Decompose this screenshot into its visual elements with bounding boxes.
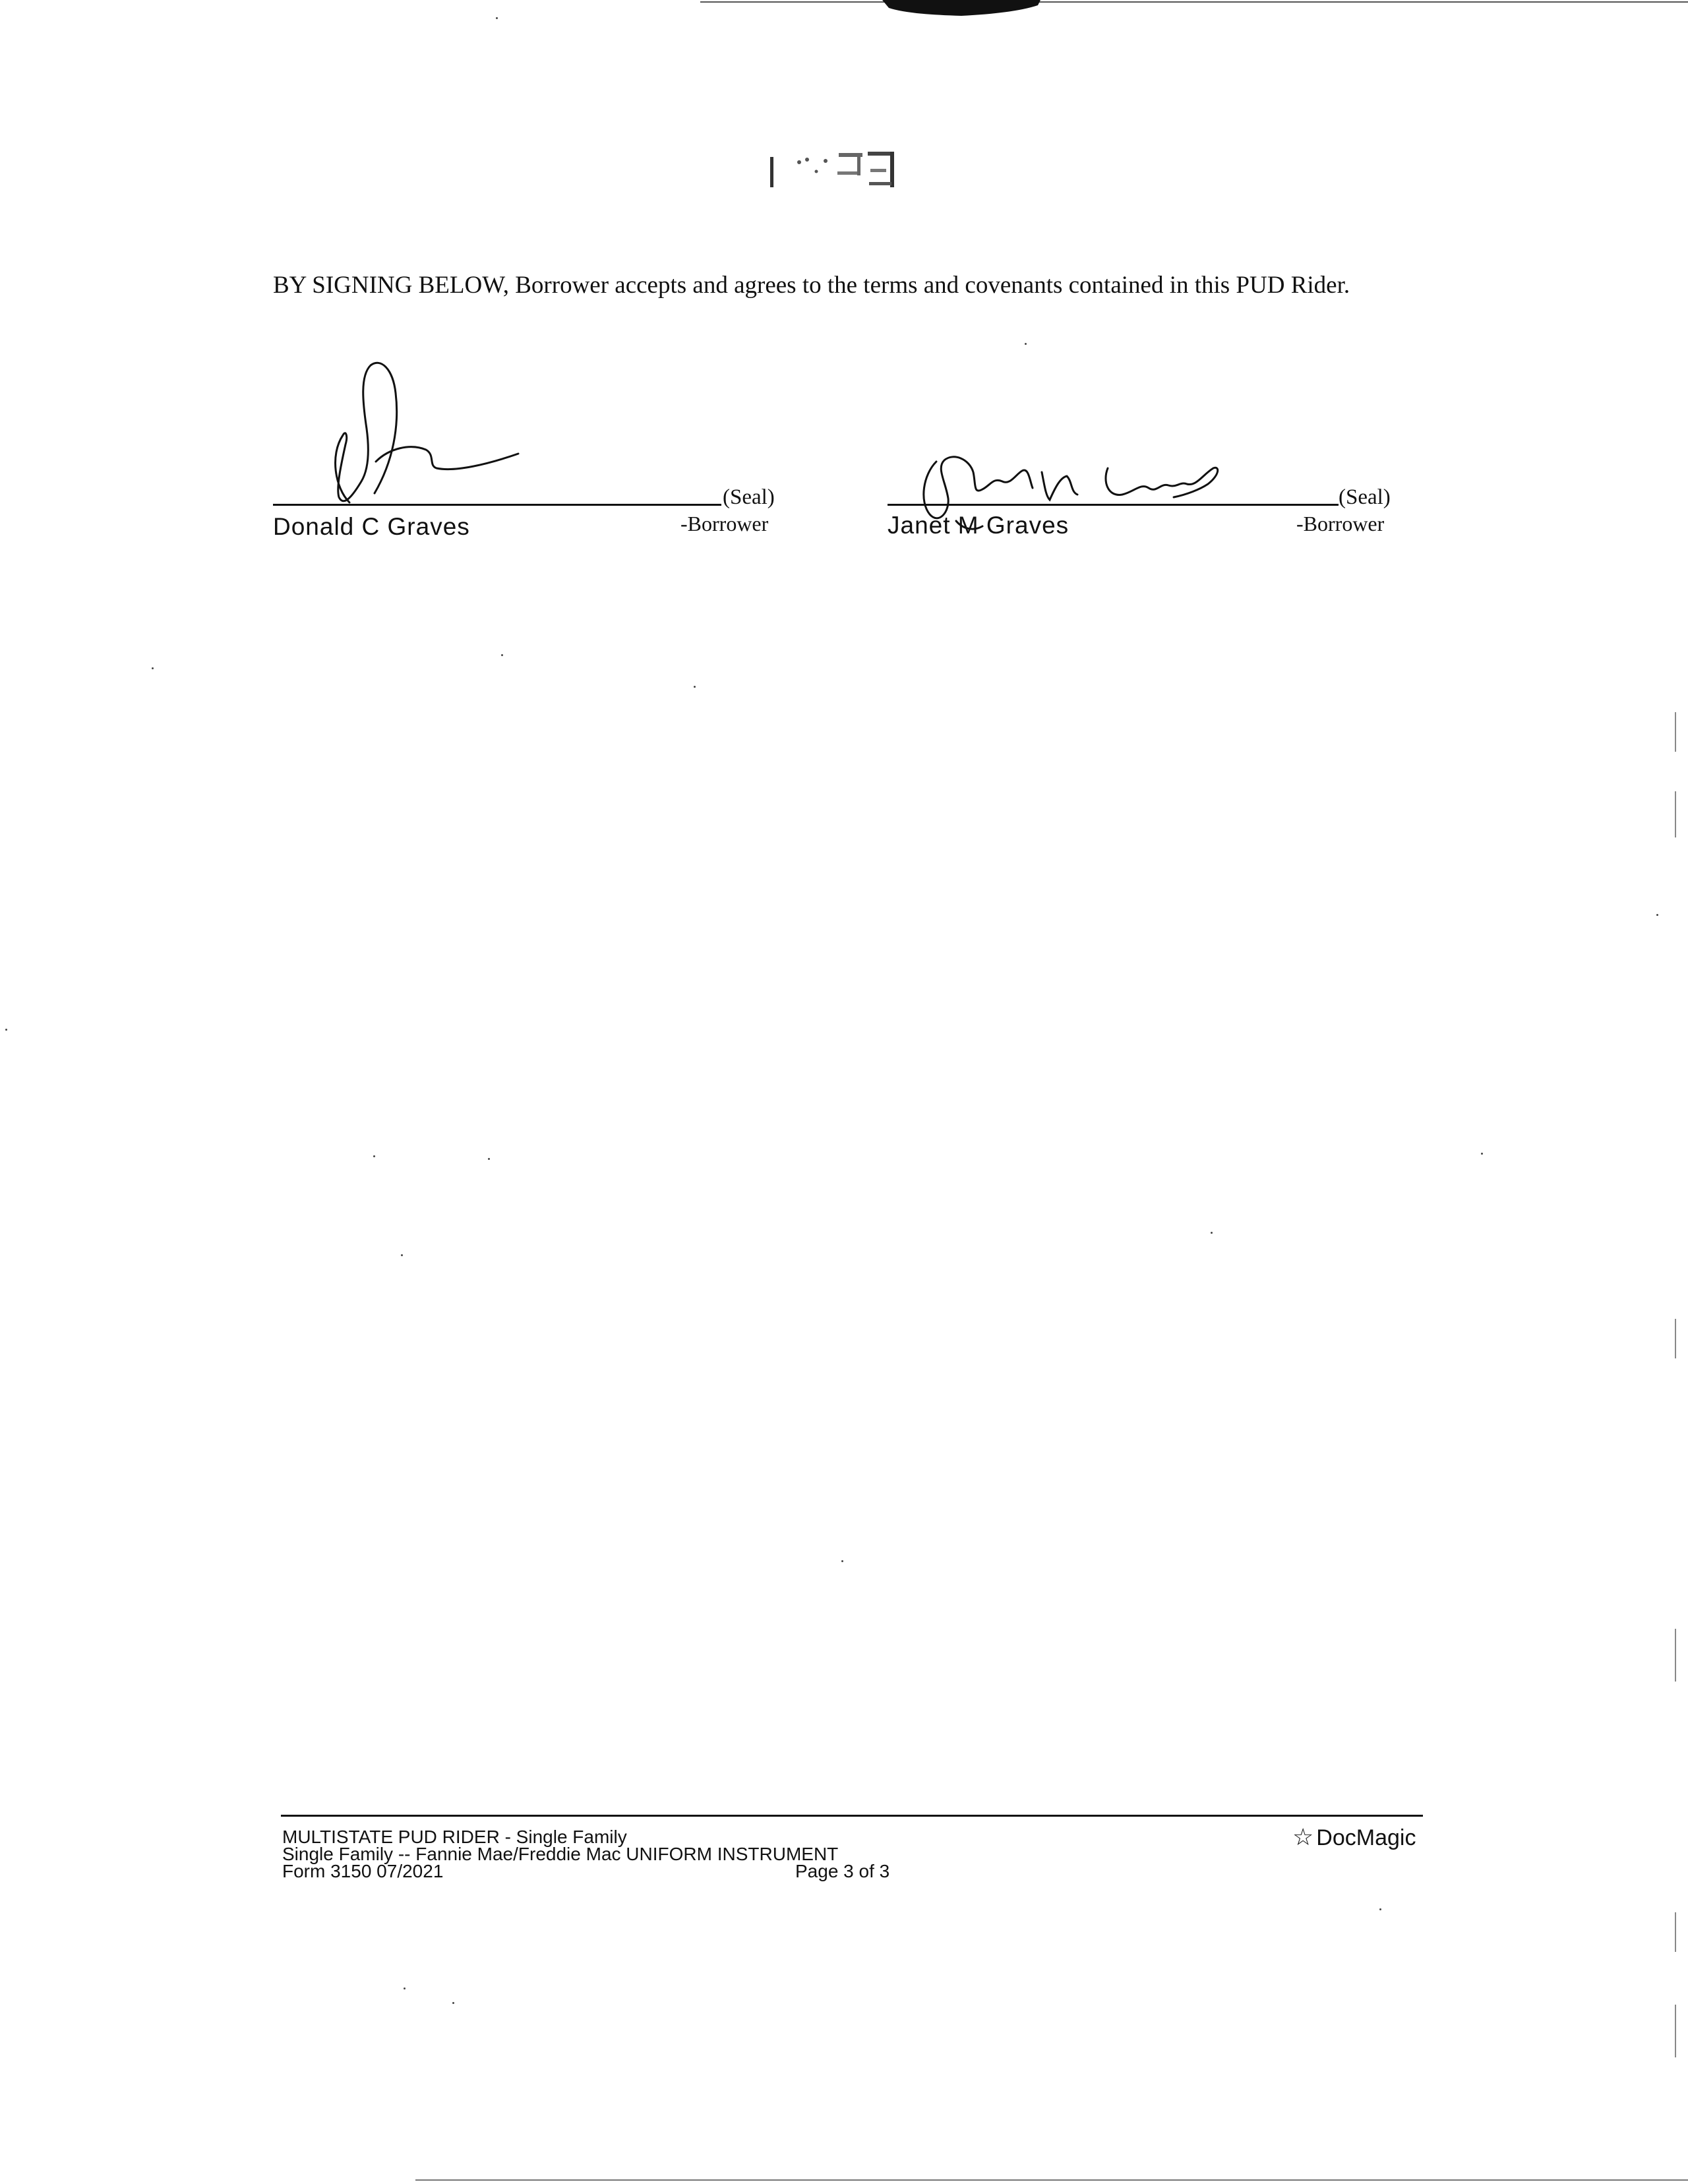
scan-speck xyxy=(501,654,503,656)
signature-line xyxy=(273,504,721,506)
scan-speck xyxy=(694,686,696,688)
scan-edge-mark xyxy=(1675,1629,1676,1682)
scan-speck xyxy=(152,667,154,669)
footer-rule xyxy=(281,1815,1423,1817)
recording-stamp xyxy=(765,145,917,193)
form-subtitle: Single Family -- Fannie Mae/Freddie Mac UNIFORM INSTRUMENT xyxy=(282,1844,839,1864)
signature-line xyxy=(888,504,1339,506)
seal-label: (Seal) xyxy=(723,485,775,509)
docmagic-brand xyxy=(1292,1824,1416,1851)
scan-speck xyxy=(373,1155,375,1157)
scan-edge-mark xyxy=(1675,712,1676,752)
scan-speck xyxy=(1656,914,1658,916)
scan-speck xyxy=(401,1254,403,1256)
scan-edge-mark xyxy=(1675,1912,1676,1952)
brand-name: DocMagic xyxy=(1316,1825,1416,1850)
form-number: Form 3150 07/2021 xyxy=(282,1861,444,1881)
scan-speck xyxy=(452,2002,454,2004)
scan-speck xyxy=(488,1158,490,1160)
scan-artifact-blot xyxy=(882,0,1040,18)
form-title: MULTISTATE PUD RIDER - Single Family xyxy=(282,1827,627,1847)
seal-label: (Seal) xyxy=(1339,485,1391,509)
scan-speck xyxy=(1481,1153,1483,1155)
scan-edge-mark xyxy=(1675,791,1676,837)
scan-edge-mark xyxy=(1675,2005,1676,2057)
scan-edge-rule-top xyxy=(700,1,1688,3)
acknowledgement-text: BY SIGNING BELOW, Borrower accepts and agrees to the terms and covenants contained in this PUD Rider. xyxy=(273,272,1350,299)
star-outline-icon: ☆ xyxy=(1292,1823,1314,1850)
signer-name: Janet M Graves xyxy=(888,512,1070,539)
role-label: -Borrower xyxy=(680,512,769,535)
scan-speck xyxy=(1025,343,1027,345)
scan-speck xyxy=(404,1987,406,1989)
scan-edge-mark xyxy=(1675,1319,1676,1358)
scan-speck xyxy=(496,17,498,19)
scan-speck xyxy=(5,1029,7,1031)
scan-speck xyxy=(841,1560,843,1562)
handwritten-signature xyxy=(297,356,528,514)
page-number: Page 3 of 3 xyxy=(795,1861,890,1881)
scan-speck xyxy=(1211,1232,1213,1234)
scan-edge-rule-bottom xyxy=(415,2179,1688,2181)
role-label: -Borrower xyxy=(1296,512,1385,535)
signer-name: Donald C Graves xyxy=(273,513,470,540)
scan-speck xyxy=(1379,1908,1381,1910)
